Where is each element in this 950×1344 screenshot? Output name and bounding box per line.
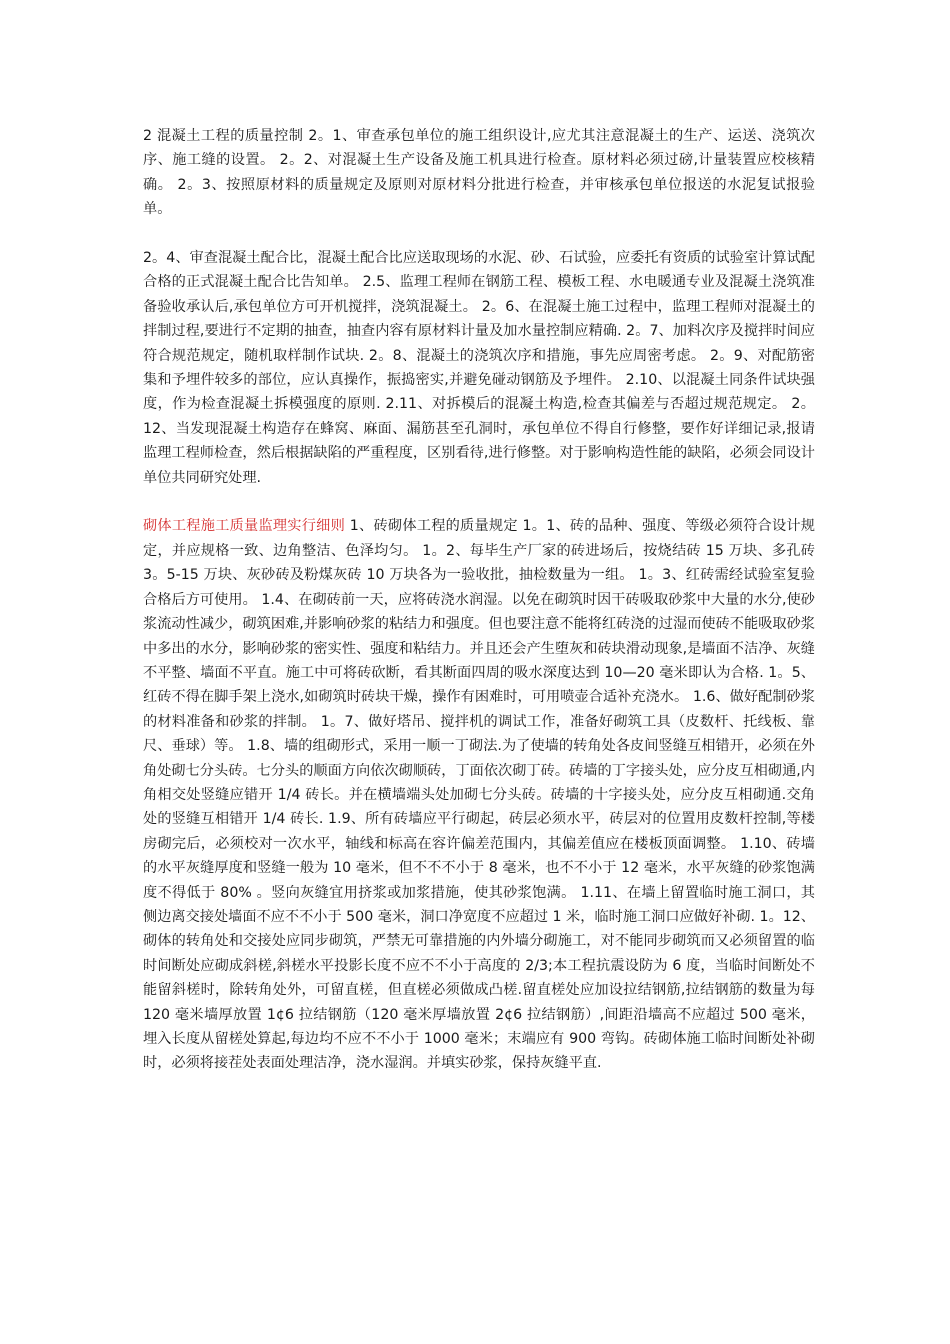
paragraph-text: 2。4、审查混凝土配合比，混凝土配合比应送取现场的水泥、砂、石试验，应委托有资质的试验室计算试配合格的正式混凝土配合比告知单。 2.5、监理工程师在钢筋工程、模板工程、水电暖通专业及混凝土浇筑准备验收承认后,承包单位方可开机搅拌，浇筑混凝土。 2。6、在混凝土施工过程中，监理工程师对混凝土的拌制过程,要进行不定期的抽查，抽查内容有原材料计量及加水量控制应精确. 2。7、加料次序及搅拌时间应符合规范规定，随机取样制作试块. 2。8、混凝土的浇筑次序和措施，事先应周密考虑。 2。9、对配筋密集和予埋件较多的部位，应认真操作，振捣密实,并避免碰动钢筋及予埋件。 2.10、以混凝土同条件试块强度，作为检查混凝土拆模强度的原则. 2.11、对拆模后的混凝土构造,检查其偏差与否超过规范规定。 2。12、当发现混凝土构造存在蜂窝、麻面、漏筋甚至孔洞时，承包单位不得自行修整，要作好详细记录,报请监理工程师检查，然后根据缺陷的严重程度，区别看待,进行修整。对于影响构造性能的缺陷，必须会同设计单位共同研究处理. [143, 250, 815, 486]
section-heading: 砌体工程施工质量监理实行细则 [143, 518, 346, 535]
paragraph-concrete-quality [143, 124, 815, 222]
paragraph-masonry [143, 514, 815, 1075]
paragraph-text: 1、砖砌体工程的质量规定 1。1、砖的品种、强度、等级必须符合设计规定，并应规格一致、边角整洁、色泽均匀。 1。2、每毕生产厂家的砖进场后，按烧结砖 15 万块、多孔砖 3。5-15 万块、灰砂砖及粉煤灰砖 10 万块各为一验收批，抽检数量为一组。 1。3、红砖需经试验室复验合格后方可使用。 1.4、在砌砖前一天，应将砖浇水润湿。以免在砌筑时因干砖吸取砂浆中大量的水分,使砂浆流动性减少，砌筑困难,并影响砂浆的粘结力和强度。但也要注意不能将红砖浇的过湿而使砖不能吸取砂浆中多出的水分，影响砂浆的密实性、强度和粘结力。并且还会产生堕灰和砖块滑动现象,是墙面不洁净、灰缝不平整、墙面不平直。施工中可将砖砍断，看其断面四周的吸水深度达到 10—20 毫米即认为合格. 1。5、红砖不得在脚手架上浇水,如砌筑时砖块干燥，操作有困难时，可用喷壶合适补充浇水。 1.6、做好配制砂浆的材料准备和砂浆的拌制。 1。7、做好塔吊、搅拌机的调试工作，准备好砌筑工具（皮数杆、托线板、靠尺、垂球）等。 1.8、墙的组砌形式，采用一顺一丁砌法.为了使墙的转角处各皮间竖缝互相错开，必须在外角处砌七分头砖。七分头的顺面方向依次砌顺砖，丁面依次砌丁砖。砖墙的丁字接头处，应分皮互相砌通,内角相交处竖缝应错开 1/4 砖长。并在横墙端头处加砌七分头砖。砖墙的十字接头处，应分皮互相砌通.交角处的竖缝互相错开 1/4 砖长. 1.9、所有砖墙应平行砌起，砖层必须水平，砖层对的位置用皮数杆控制,等楼房砌完后，必须校对一次水平，轴线和标高在容许偏差范围内，其偏差值应在楼板顶面调整。 1.10、砖墙的水平灰缝厚度和竖缝一般为 10 毫米，但不不不小于 8 毫米，也不不小于 12 毫米，水平灰缝的砂浆饱满度不得低于 80% 。竖向灰缝宜用挤浆或加浆措施，使其砂浆饱满。 1.11、在墙上留置临时施工洞口，其侧边离交接处墙面不应不不小于 500 毫米，洞口净宽度不应超过 1 米，临时施工洞口应做好补砌. 1。12、砌体的转角处和交接处应同步砌筑，严禁无可靠措施的内外墙分砌施工，对不能同步砌筑而又必须留置的临时间断处应砌成斜槎,斜槎水平投影长度不应不不小于高度的 2/3;本工程抗震设防为 6 度，当临时间断处不能留斜槎时，除转角处外，可留直槎，但直槎必须做成凸槎.留直槎处应加设拉结钢筋,拉结钢筋的数量为每 120 毫米墙厚放置 1¢6 拉结钢筋（120 毫米厚墙放置 2¢6 拉结钢筋）,间距沿墙高不应超过 500 毫米，埋入长度从留槎处算起,每边均不应不不小于 1000 毫米；末端应有 900 弯钩。砖砌体施工临时间断处补砌时，必须将接茬处表面处理洁净，浇水湿润。并填实砂浆，保持灰缝平直. [143, 518, 815, 1072]
paragraph-concrete-mix [143, 246, 815, 490]
paragraph-text: 2 混凝土工程的质量控制 2。1、审查承包单位的施工组织设计,应尤其注意混凝土的生产、运送、浇筑次序、施工缝的设置。 2。2、对混凝土生产设备及施工机具进行检查。原材料必须过磅,计量装置应校核精确。 2。3、按照原材料的质量规定及原则对原材料分批进行检查，并审核承包单位报送的水泥复试报验单。 [143, 128, 815, 218]
document-page [143, 124, 815, 1100]
